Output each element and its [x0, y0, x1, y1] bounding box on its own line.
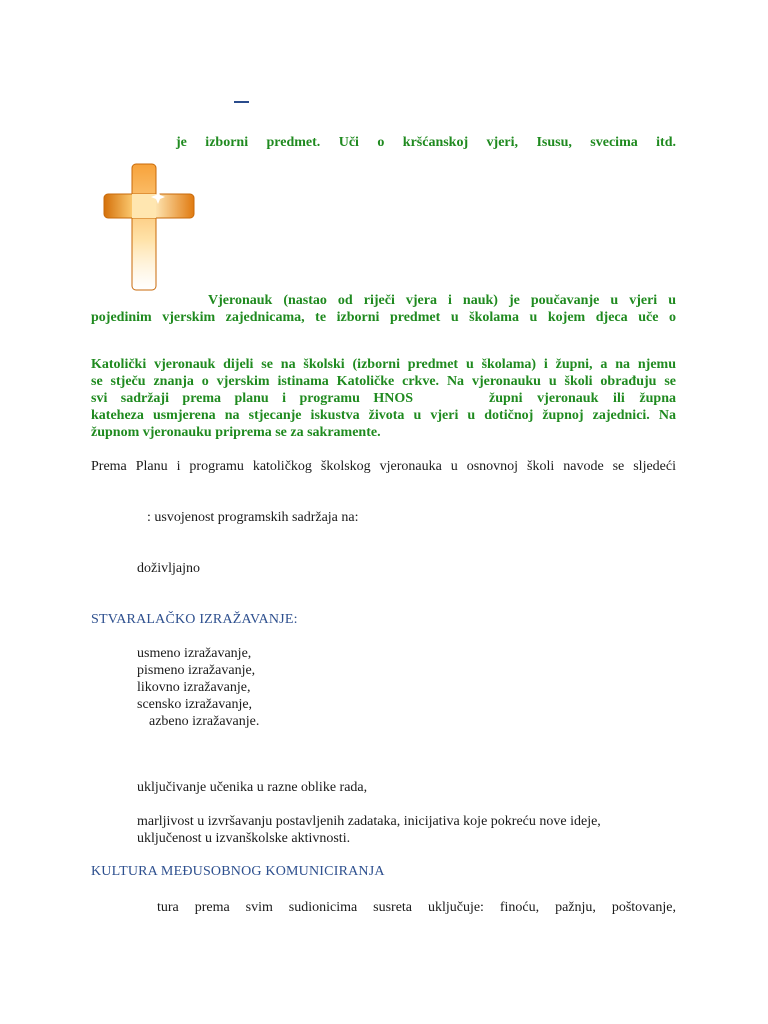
marljivost-line-2: uključenost u izvanškolske aktivnosti.	[137, 831, 351, 846]
izrazavanje-list	[137, 645, 259, 730]
list-item: azbeno izražavanje.	[149, 714, 260, 729]
list-item: likovno izražavanje,	[137, 680, 251, 695]
marljivost-paragraph	[137, 813, 601, 847]
katolicki-line-3	[91, 390, 676, 407]
intro-paragraph: je izborni predmet. Uči o kršćanskoj vjeri, Isusu, svecima itd.	[176, 135, 676, 150]
marljivost-line-1: marljivost u izvršavanju postavljenih zadataka, inicijativa koje pokreću nove ideje,	[137, 814, 601, 829]
list-item: scensko izražavanje,	[137, 697, 253, 712]
plan-paragraph: Prema Planu i programu katoličkog školskog vjeronauka u osnovnoj školi navode se sljedeći	[91, 459, 676, 474]
cross-icon	[96, 160, 200, 300]
heading-stvaralacko: STVARALAČKO IZRAŽAVANJE:	[91, 612, 298, 627]
dozivljajno-text: doživljajno	[137, 561, 200, 576]
kultura-paragraph: tura prema svim sudionicima susreta uključuje: finoću, pažnju, poštovanje,	[157, 900, 676, 915]
katolicki-line-3a: svi sadržaji prema planu i programu HNOS	[91, 391, 413, 406]
vjeronauk-line-2: pojedinim vjerskim zajednicama, te izborni predmet u školama u kojem djeca uče o	[91, 310, 676, 325]
heading-kultura: KULTURA MEĐUSOBNOG KOMUNICIRANJA	[91, 864, 385, 879]
katolicki-line-1: Katolički vjeronauk dijeli se na školski (izborni predmet u školama) i župni, a na njemu	[91, 357, 676, 372]
title-dash	[234, 101, 249, 103]
list-item: usmeno izražavanje,	[137, 646, 252, 661]
list-item: pismeno izražavanje,	[137, 663, 256, 678]
ukljucivanje-text: uključivanje učenika u razne oblike rada,	[137, 780, 368, 795]
katolicki-line-3b: župni vjeronauk ili župna	[489, 391, 676, 406]
katolicki-paragraph	[91, 356, 676, 441]
katolicki-line-4: kateheza usmjerena na stjecanje iskustva života u vjeri u dotičnoj župnoj zajednici. Na	[91, 408, 676, 423]
katolicki-line-2: se stječu znanja o vjerskim istinama Katoličke crkve. Na vjeronauku u školi obrađuju se	[91, 374, 676, 389]
usvojenost-text: : usvojenost programskih sadržaja na:	[147, 510, 359, 525]
katolicki-line-5: župnom vjeronauku priprema se za sakramente.	[91, 425, 381, 440]
vjeronauk-line-1: Vjeronauk (nastao od riječi vjera i nauk) je poučavanje u vjeri u	[208, 293, 676, 308]
